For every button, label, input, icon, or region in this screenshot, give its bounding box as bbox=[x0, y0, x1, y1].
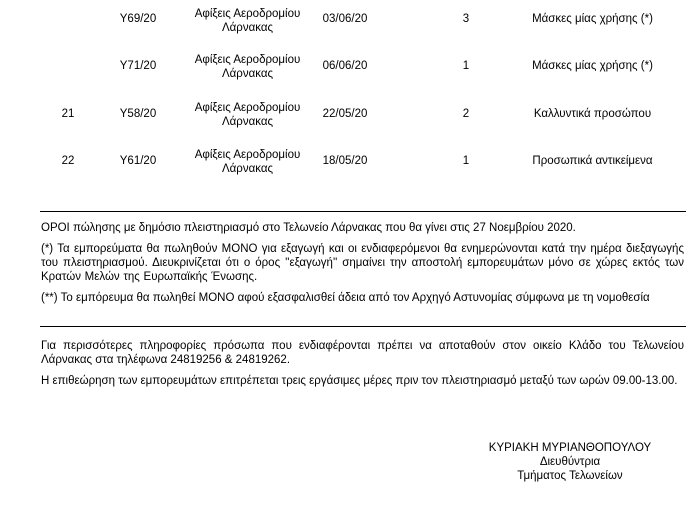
item-code: Y69/20 bbox=[119, 13, 157, 25]
table-row bbox=[0, 10, 690, 50]
date-cell: 06/06/20 bbox=[322, 60, 368, 72]
item-code: Y71/20 bbox=[119, 60, 157, 72]
goods-cell: Προσωπικά αντικείμενα bbox=[532, 155, 653, 167]
quantity-cell: 2 bbox=[462, 108, 470, 120]
row-number: 21 bbox=[61, 108, 75, 120]
place-line1: Αφίξεις Αεροδρομίου bbox=[194, 54, 301, 66]
place-line1: Αφίξεις Αεροδρομίου bbox=[194, 149, 301, 161]
signature-block bbox=[460, 441, 680, 483]
quantity-cell: 1 bbox=[462, 60, 470, 72]
goods-cell: Μάσκες μίας χρήσης (*) bbox=[532, 13, 653, 25]
item-code: Y58/20 bbox=[119, 108, 157, 120]
item-code: Y61/20 bbox=[119, 155, 157, 167]
contact-info: Για περισσότερες πληροφορίες πρόσωπα που ενδιαφέρονται πρέπει να αποταθούν στον οικείο Κλάδο του Τελωνείου Λάρνακας στα τηλέφωνα 24819256 & 24819262. bbox=[41, 340, 684, 366]
place-cell bbox=[180, 101, 315, 129]
place-cell bbox=[180, 148, 315, 176]
goods-cell: Καλλυντικά προσώπου bbox=[533, 108, 652, 120]
row-number: 22 bbox=[61, 155, 75, 167]
date-cell: 22/05/20 bbox=[322, 108, 368, 120]
place-line1: Αφίξεις Αεροδρομίου bbox=[194, 102, 301, 114]
signatory-title: Διευθύντρια bbox=[539, 456, 601, 468]
place-line2: Λάρνακας bbox=[221, 68, 274, 80]
place-cell bbox=[180, 53, 315, 81]
table-row bbox=[0, 54, 690, 99]
place-line1: Αφίξεις Αεροδρομίου bbox=[194, 8, 301, 20]
quantity-cell: 3 bbox=[462, 13, 470, 25]
table-row bbox=[0, 149, 690, 194]
terms-note-export: (*) Τα εμπορεύματα θα πωληθούν ΜΟΝΟ για εξαγωγή και οι ενδιαφερόμενοι θα ενημερώνονται κατά την ημέρα διεξαγωγής του πλειστηριασμού. Διευκρινίζεται ότι ο όρος ''εξαγωγή'' σημαίνει την αποστολή εμπορευμάτων μόνο σε χώρες εκτός των Κρατών Μελών της Ευρωπαϊκής Ένωσης. bbox=[41, 243, 684, 283]
place-line2: Λάρνακας bbox=[221, 22, 274, 34]
place-line2: Λάρνακας bbox=[221, 163, 274, 175]
signatory-name: ΚΥΡΙΑΚΗ ΜΥΡΙΑΝΘΟΠΟΥΛΟΥ bbox=[488, 442, 652, 454]
place-cell bbox=[180, 7, 315, 35]
quantity-cell: 1 bbox=[462, 155, 470, 167]
date-cell: 03/06/20 bbox=[322, 13, 368, 25]
date-cell: 18/05/20 bbox=[322, 155, 368, 167]
signatory-department: Τμήματος Τελωνείων bbox=[517, 470, 623, 482]
terms-divider bbox=[40, 326, 686, 327]
goods-cell: Μάσκες μίας χρήσης (*) bbox=[532, 60, 653, 72]
place-line2: Λάρνακας bbox=[221, 116, 274, 128]
inspection-info: Η επιθεώρηση των εμπορευμάτων επιτρέπεται τρεις εργάσιμες μέρες πριν τον πλειστηριασμό μεταξύ των ωρών 09.00-13.00. bbox=[41, 375, 678, 387]
table-divider bbox=[40, 211, 686, 212]
terms-note-license: (**) Το εμπόρευμα θα πωληθεί ΜΟΝΟ αφού εξασφαλισθεί άδεια από τον Αρχηγό Αστυνομίας σύμφωνα με τη νομοθεσία bbox=[41, 292, 650, 304]
terms-main: ΟΡΟΙ πώλησης με δημόσιο πλειστηριασμό στο Τελωνείο Λάρνακας που θα γίνει στις 27 Νοεμβρίου 2020. bbox=[41, 222, 576, 234]
table-row bbox=[0, 102, 690, 147]
